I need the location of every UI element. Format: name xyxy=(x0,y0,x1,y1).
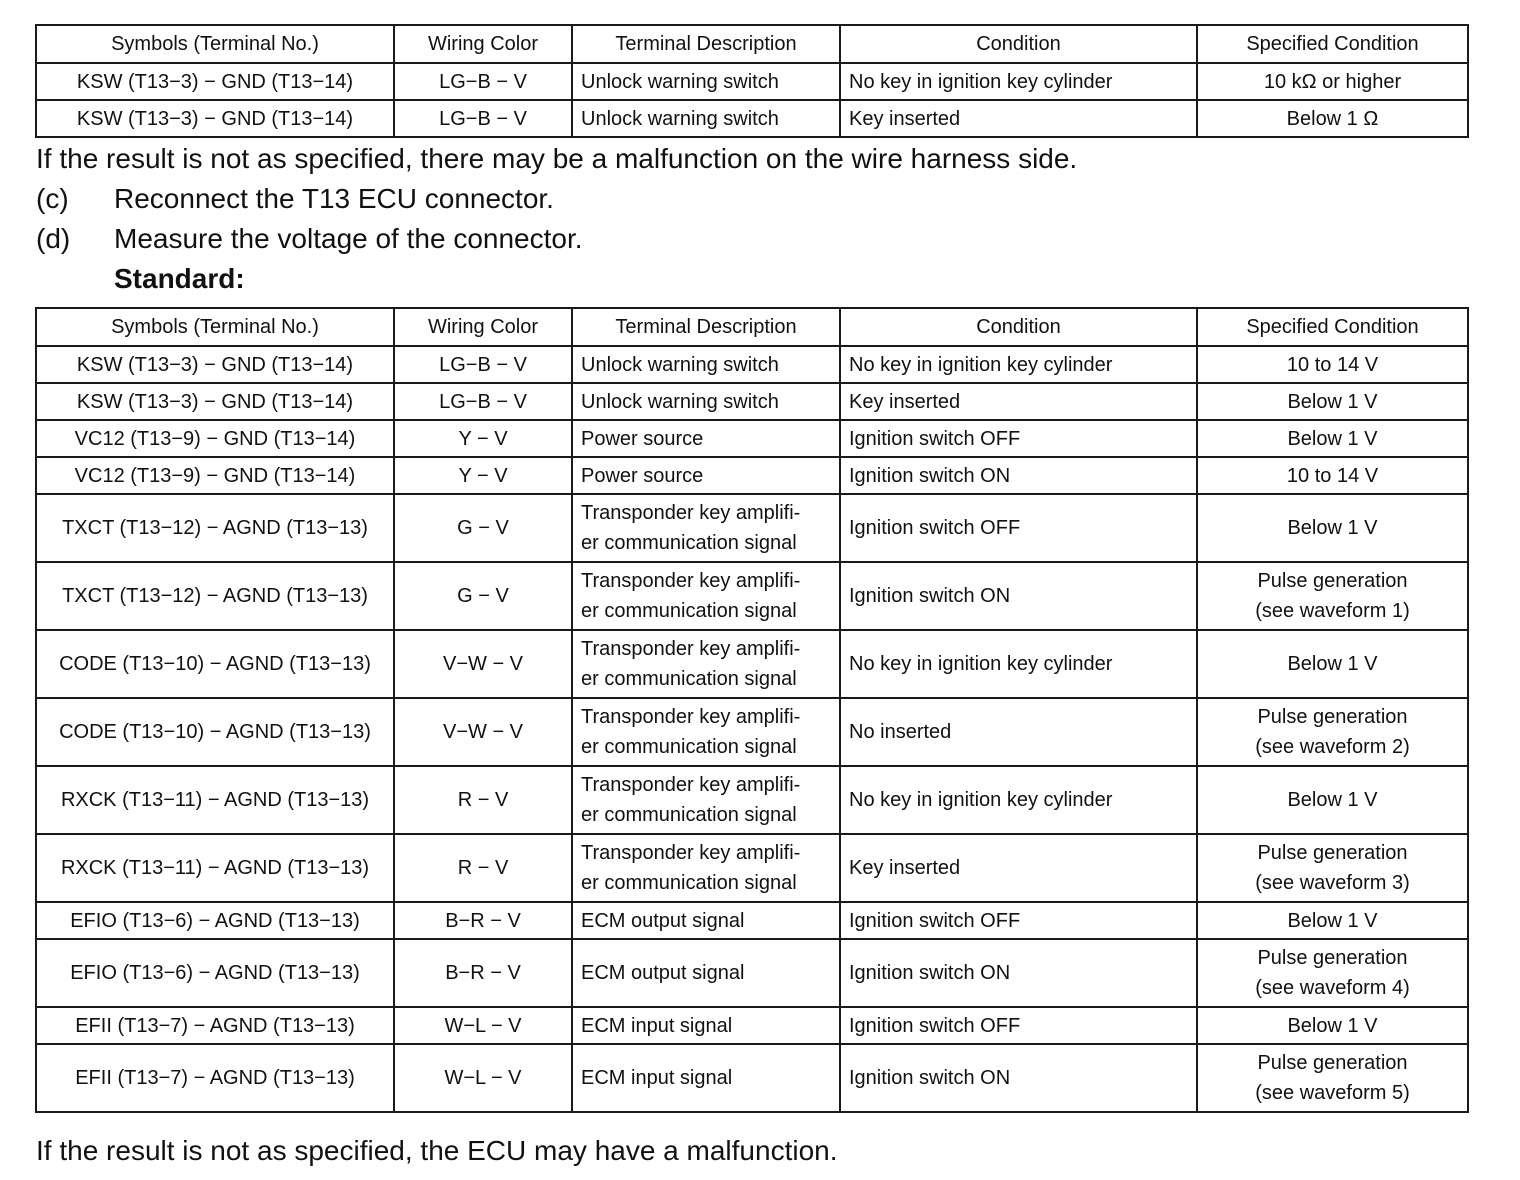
cell-specified-condition xyxy=(1197,1007,1468,1044)
cell-wiring-color: G − V xyxy=(394,562,572,630)
cell-condition: Key inserted xyxy=(840,383,1197,420)
cell-terminal-description xyxy=(572,494,840,562)
description-line: ECM input signal xyxy=(581,1067,733,1089)
cell-symbol: KSW (T13−3) − GND (T13−14) xyxy=(36,346,394,383)
description-line: er communication signal xyxy=(581,736,797,758)
specified-condition-line: 10 kΩ or higher xyxy=(1263,70,1402,93)
description-line: Transponder key amplifi- xyxy=(581,706,801,728)
cell-specified-condition xyxy=(1197,834,1468,902)
table-row xyxy=(36,698,1468,766)
cell-symbol: RXCK (T13−11) − AGND (T13−13) xyxy=(36,766,394,834)
cell-terminal-description xyxy=(572,383,840,420)
cell-terminal-description xyxy=(572,562,840,630)
cell-specified-condition xyxy=(1197,420,1468,457)
description-line: Transponder key amplifi- xyxy=(581,774,801,796)
description-line: ECM output signal xyxy=(581,962,745,984)
specified-condition-line: 10 to 14 V xyxy=(1286,464,1379,487)
cell-symbol: KSW (T13−3) − GND (T13−14) xyxy=(36,63,394,100)
specified-condition-line: (see waveform 2) xyxy=(1255,736,1410,758)
specified-condition-line: Below 1 V xyxy=(1287,1014,1378,1037)
cell-symbol: CODE (T13−10) − AGND (T13−13) xyxy=(36,630,394,698)
cell-terminal-description xyxy=(572,834,840,902)
cell-specified-condition xyxy=(1197,346,1468,383)
cell-wiring-color: B−R − V xyxy=(394,939,572,1007)
cell-wiring-color: V−W − V xyxy=(394,698,572,766)
voltage-spec-table xyxy=(35,307,1469,1113)
description-line: ECM output signal xyxy=(581,909,745,932)
cell-specified-condition xyxy=(1197,383,1468,420)
cell-specified-condition xyxy=(1197,766,1468,834)
cell-wiring-color: LG−B − V xyxy=(394,63,572,100)
header-symbols: Symbols (Terminal No.) xyxy=(36,25,394,63)
cell-symbol: EFII (T13−7) − AGND (T13−13) xyxy=(36,1007,394,1044)
cell-condition: No key in ignition key cylinder xyxy=(840,346,1197,383)
cell-symbol: TXCT (T13−12) − AGND (T13−13) xyxy=(36,494,394,562)
cell-terminal-description xyxy=(572,630,840,698)
cell-specified-condition xyxy=(1197,100,1468,137)
cell-wiring-color: LG−B − V xyxy=(394,383,572,420)
header-terminal-description: Terminal Description xyxy=(572,25,840,63)
ecu-malfunction-note: If the result is not as specified, the ECU may have a malfunction. xyxy=(36,1135,838,1166)
step-d-label: (d) xyxy=(36,223,71,254)
description-line: er communication signal xyxy=(581,872,797,894)
cell-wiring-color: R − V xyxy=(394,834,572,902)
description-line: ECM input signal xyxy=(581,1014,733,1037)
cell-specified-condition xyxy=(1197,1044,1468,1112)
cell-wiring-color: Y − V xyxy=(394,457,572,494)
step-c-text: Reconnect the T13 ECU connector. xyxy=(114,183,554,214)
description-line: Transponder key amplifi- xyxy=(581,570,801,592)
cell-condition: Ignition switch OFF xyxy=(840,494,1197,562)
cell-specified-condition xyxy=(1197,457,1468,494)
header-specified-condition: Specified Condition xyxy=(1197,308,1468,346)
description-line: Unlock warning switch xyxy=(581,70,779,93)
cell-wiring-color: LG−B − V xyxy=(394,100,572,137)
cell-terminal-description xyxy=(572,1044,840,1112)
cell-specified-condition xyxy=(1197,902,1468,939)
description-line: Unlock warning switch xyxy=(581,353,779,376)
cell-specified-condition xyxy=(1197,939,1468,1007)
step-d xyxy=(36,221,583,257)
cell-wiring-color: G − V xyxy=(394,494,572,562)
specified-condition-line: Below 1 V xyxy=(1287,653,1378,675)
specified-condition-line: Pulse generation xyxy=(1257,1052,1408,1074)
table-row xyxy=(36,383,1468,420)
cell-terminal-description xyxy=(572,902,840,939)
cell-symbol: TXCT (T13−12) − AGND (T13−13) xyxy=(36,562,394,630)
specified-condition-line: Below 1 Ω xyxy=(1286,107,1379,130)
description-line: er communication signal xyxy=(581,668,797,690)
cell-condition: Ignition switch OFF xyxy=(840,902,1197,939)
table-row xyxy=(36,494,1468,562)
cell-condition: Ignition switch OFF xyxy=(840,420,1197,457)
description-line: er communication signal xyxy=(581,600,797,622)
table-row xyxy=(36,1044,1468,1112)
cell-symbol: VC12 (T13−9) − GND (T13−14) xyxy=(36,420,394,457)
cell-specified-condition xyxy=(1197,698,1468,766)
table-row xyxy=(36,939,1468,1007)
specified-condition-line: Below 1 V xyxy=(1287,789,1378,811)
description-line: er communication signal xyxy=(581,532,797,554)
description-line: Transponder key amplifi- xyxy=(581,502,801,524)
specified-condition-line: (see waveform 3) xyxy=(1255,872,1410,894)
cell-wiring-color: R − V xyxy=(394,766,572,834)
cell-wiring-color: V−W − V xyxy=(394,630,572,698)
header-wiring-color: Wiring Color xyxy=(394,25,572,63)
header-wiring-color: Wiring Color xyxy=(394,308,572,346)
table-row xyxy=(36,420,1468,457)
step-c xyxy=(36,181,554,217)
cell-condition: Ignition switch OFF xyxy=(840,1007,1197,1044)
header-condition: Condition xyxy=(840,308,1197,346)
specified-condition-line: Below 1 V xyxy=(1287,390,1378,413)
cell-wiring-color: B−R − V xyxy=(394,902,572,939)
table-row xyxy=(36,766,1468,834)
cell-terminal-description xyxy=(572,63,840,100)
specified-condition-line: 10 to 14 V xyxy=(1286,353,1379,376)
cell-terminal-description xyxy=(572,420,840,457)
cell-symbol: VC12 (T13−9) − GND (T13−14) xyxy=(36,457,394,494)
table-row xyxy=(36,100,1468,137)
cell-terminal-description xyxy=(572,457,840,494)
header-condition: Condition xyxy=(840,25,1197,63)
cell-specified-condition xyxy=(1197,63,1468,100)
specified-condition-line: Below 1 V xyxy=(1287,517,1378,539)
cell-symbol: KSW (T13−3) − GND (T13−14) xyxy=(36,100,394,137)
specified-condition-line: Pulse generation xyxy=(1257,842,1408,864)
specified-condition-line: Pulse generation xyxy=(1257,706,1408,728)
cell-wiring-color: LG−B − V xyxy=(394,346,572,383)
cell-condition: Ignition switch ON xyxy=(840,1044,1197,1112)
cell-specified-condition xyxy=(1197,630,1468,698)
cell-wiring-color: W−L − V xyxy=(394,1044,572,1112)
specified-condition-line: Below 1 V xyxy=(1287,427,1378,450)
cell-condition: Ignition switch ON xyxy=(840,457,1197,494)
wire-harness-note: If the result is not as specified, there may be a malfunction on the wire harness side. xyxy=(36,143,1078,174)
table-header-row xyxy=(36,25,1468,63)
header-symbols: Symbols (Terminal No.) xyxy=(36,308,394,346)
cell-terminal-description xyxy=(572,698,840,766)
specified-condition-line: (see waveform 5) xyxy=(1255,1082,1410,1104)
cell-terminal-description xyxy=(572,939,840,1007)
cell-condition: Key inserted xyxy=(840,100,1197,137)
cell-terminal-description xyxy=(572,766,840,834)
step-c-label: (c) xyxy=(36,183,69,214)
description-line: er communication signal xyxy=(581,804,797,826)
cell-symbol: RXCK (T13−11) − AGND (T13−13) xyxy=(36,834,394,902)
specified-condition-line: (see waveform 1) xyxy=(1255,600,1410,622)
resistance-spec-table xyxy=(35,24,1469,138)
table-row xyxy=(36,562,1468,630)
cell-symbol: EFII (T13−7) − AGND (T13−13) xyxy=(36,1044,394,1112)
cell-condition: No key in ignition key cylinder xyxy=(840,630,1197,698)
table-row xyxy=(36,63,1468,100)
table-header-row xyxy=(36,308,1468,346)
cell-condition: No key in ignition key cylinder xyxy=(840,766,1197,834)
cell-symbol: KSW (T13−3) − GND (T13−14) xyxy=(36,383,394,420)
cell-condition: Key inserted xyxy=(840,834,1197,902)
description-line: Power source xyxy=(581,427,704,450)
cell-condition: No inserted xyxy=(840,698,1197,766)
table-row xyxy=(36,630,1468,698)
table-row xyxy=(36,834,1468,902)
standard-label: Standard: xyxy=(114,263,245,294)
specified-condition-line: Pulse generation xyxy=(1257,570,1408,592)
table-row xyxy=(36,346,1468,383)
table-row xyxy=(36,1007,1468,1044)
cell-condition: Ignition switch ON xyxy=(840,939,1197,1007)
specified-condition-line: Pulse generation xyxy=(1257,947,1408,969)
cell-symbol: CODE (T13−10) − AGND (T13−13) xyxy=(36,698,394,766)
cell-specified-condition xyxy=(1197,494,1468,562)
description-line: Transponder key amplifi- xyxy=(581,638,801,660)
table-row xyxy=(36,457,1468,494)
description-line: Transponder key amplifi- xyxy=(581,842,801,864)
cell-terminal-description xyxy=(572,1007,840,1044)
cell-condition: Ignition switch ON xyxy=(840,562,1197,630)
cell-condition: No key in ignition key cylinder xyxy=(840,63,1197,100)
header-terminal-description: Terminal Description xyxy=(572,308,840,346)
cell-wiring-color: W−L − V xyxy=(394,1007,572,1044)
step-d-text: Measure the voltage of the connector. xyxy=(114,223,583,254)
description-line: Power source xyxy=(581,464,704,487)
description-line: Unlock warning switch xyxy=(581,390,779,413)
header-specified-condition: Specified Condition xyxy=(1197,25,1468,63)
specified-condition-line: Below 1 V xyxy=(1287,909,1378,932)
cell-wiring-color: Y − V xyxy=(394,420,572,457)
description-line: Unlock warning switch xyxy=(581,107,779,130)
cell-symbol: EFIO (T13−6) − AGND (T13−13) xyxy=(36,939,394,1007)
cell-terminal-description xyxy=(572,346,840,383)
table-row xyxy=(36,902,1468,939)
cell-terminal-description xyxy=(572,100,840,137)
specified-condition-line: (see waveform 4) xyxy=(1255,977,1410,999)
cell-symbol: EFIO (T13−6) − AGND (T13−13) xyxy=(36,902,394,939)
cell-specified-condition xyxy=(1197,562,1468,630)
